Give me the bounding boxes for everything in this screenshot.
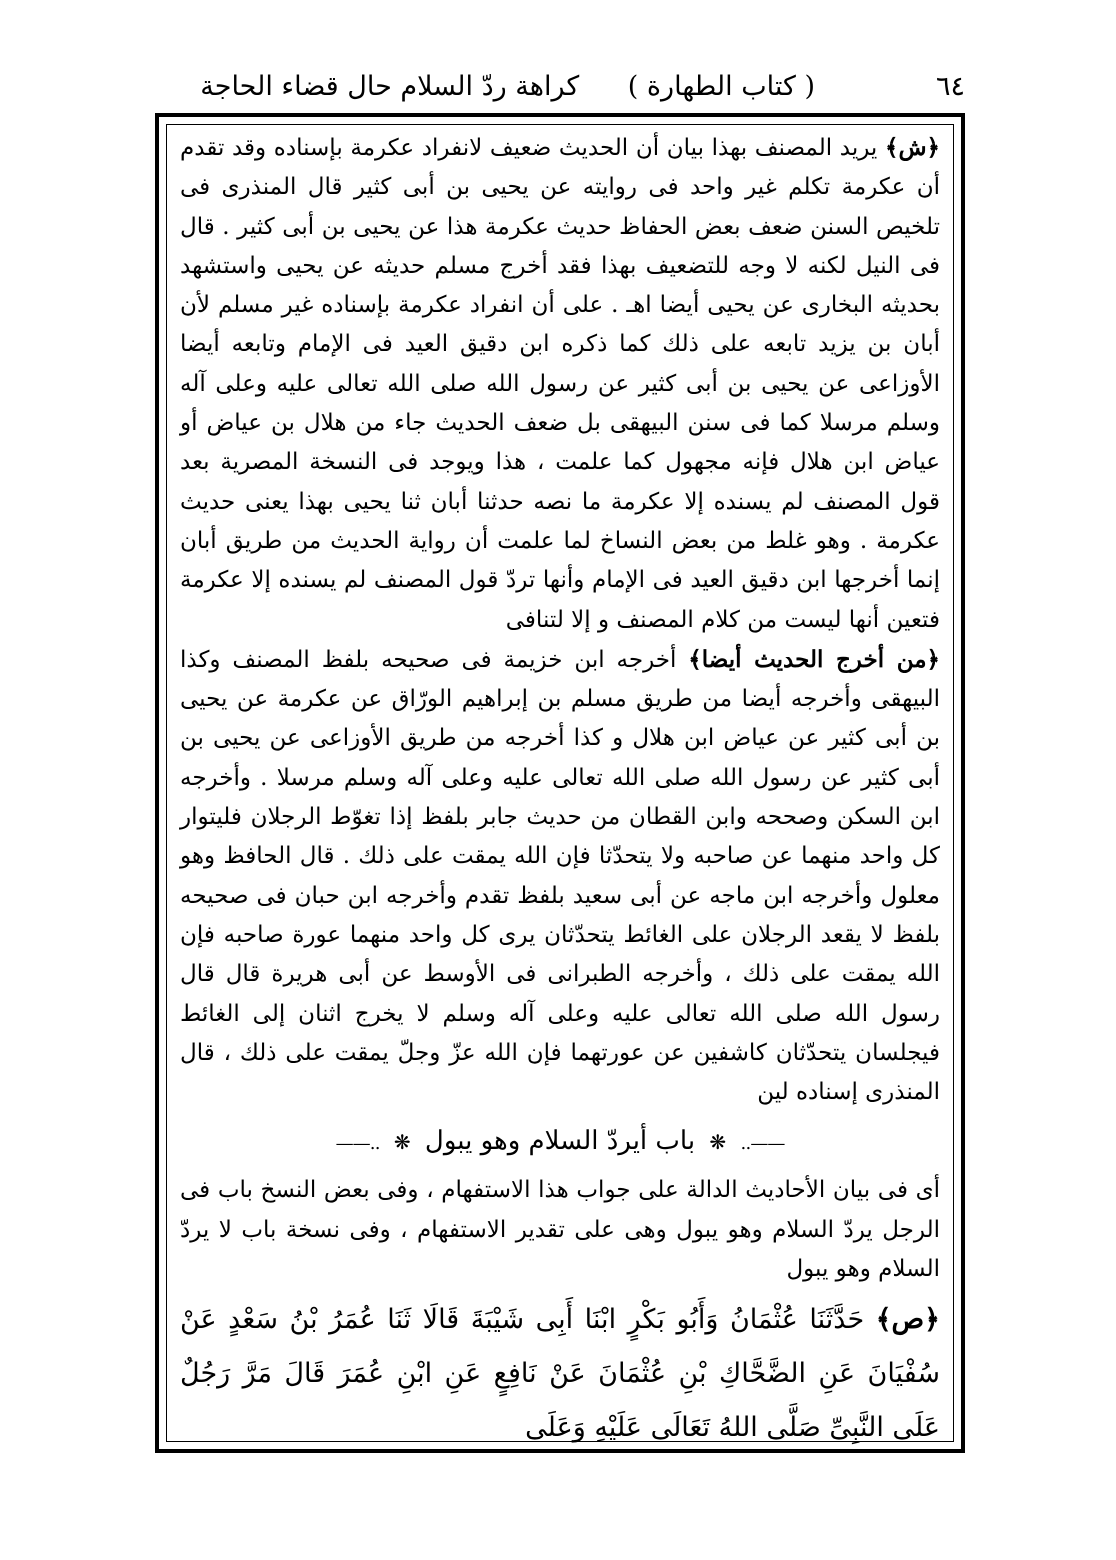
takhrij-text: أخرجه ابن خزيمة فى صحيحه بلفظ المصنف وكذا البيهقى وأخرجه أيضا من طريق مسلم بن إبراهيم الورّاق عن عكرمة عن يحيى بن أبى كثير عن عياض ابن هلال و كذا أخرجه من طريق الأوزاعى عن يحيى بن أبى كثير عن رسول الله صلى الله تعالى عليه وعلى آله وسلم مرسلا . وأخرجه ابن السكن وصححه وابن القطان من حديث جابر بلفظ إذا تغوّط الرجلان فليتوار كل واحد منهما عن صاحبه ولا يتحدّثا فإن الله يمقت على ذلك . قال الحافظ وهو معلول وأخرجه ابن ماجه عن أبى سعيد بلفظ تقدم وأخرجه ابن حبان فى صحيحه بلفظ لا يقعد الرجلان على الغائط يتحدّثان يرى كل واحد منهما عورة صاحبه فإن الله يمقت على ذلك ، وأخرجه الطبرانى فى الأوسط عن أبى هريرة قال قال رسول الله صلى الله تعالى عليه وعلى آله وسلم لا يخرج اثنان إلى الغائط فيجلسان يتحدّثان كاشفين عن عورتهما فإن الله عزّ وجلّ يمقت على ذلك ، قال المنذرى إسناده لين <box>180 646 940 1106</box>
chapter-topic: كراهة ردّ السلام حال قضاء الحاجة <box>200 71 580 102</box>
hadith-text: حَدَّثَنَا عُثْمَانُ وَأَبُو بَكْرٍ ابْنَا أَبِى شَيْبَةَ قَالَا ثَنَا عُمَرُ بْنُ سَعْدٍ عَنْ سُفْيَانَ عَنِ الضَّحَّاكِ بْنِ عُثْمَانَ عَنْ نَافِعٍ عَنِ ابْنِ عُمَرَ قَالَ مَرَّ رَجُلٌ عَلَى النَّبِىِّ صَلَّى اللهُ تَعَالَى عَلَيْهِ وَعَلَى <box>180 1304 940 1444</box>
heading-rule-left: ․․—— <box>335 1133 380 1155</box>
running-title <box>200 62 815 112</box>
chapter-heading <box>180 1120 940 1165</box>
heading-rule-right: ——․․ <box>740 1133 785 1155</box>
hadith-paragraph <box>180 1293 940 1455</box>
chapter-explanation: أى فى بيان الأحاديث الدالة على جواب هذا الاستفهام ، وفى بعض النسخ باب فى الرجل يردّ السلام وهو يبول وهى على تقدير الاستفهام ، وفى نسخة باب لا يردّ السلام وهو يبول <box>180 1177 940 1283</box>
commentary-marker: ﴿ش﴾ <box>884 134 940 161</box>
page-header <box>165 62 965 112</box>
ornament-right-icon: ❋ <box>709 1130 727 1155</box>
takhrij-marker: ﴿من أخرج الحديث أيضا﴾ <box>688 645 941 673</box>
hadith-marker: ﴿ص﴾ <box>875 1304 940 1336</box>
commentary-text: يريد المصنف بهذا بيان أن الحديث ضعيف لانفراد عكرمة بإسناده وقد تقدم أن عكرمة تكلم غير واحد فى روايته عن يحيى بن أبى كثير قال المنذرى فى تلخيص السنن ضعف بعض الحفاظ حديث عكرمة هذا عن يحيى بن أبى كثير . قال فى النيل لكنه لا وجه للتضعيف بهذا فقد أخرج مسلم حديثه عن يحيى واستشهد بحديثه البخارى عن يحيى أيضا اهـ . على أن انفراد عكرمة بإسناده غير مسلم لأن أبان بن يزيد تابعه على ذلك كما ذكره ابن دقيق العيد فى الإمام وتابعه أيضا الأوزاعى عن يحيى بن أبى كثير عن رسول الله صلى الله تعالى عليه وعلى آله وسلم مرسلا كما فى سنن البيهقى بل ضعف الحديث جاء من هلال بن عياض أو عياض ابن هلال فإنه مجهول كما علمت ، هذا ويوجد فى النسخة المصرية بعد قول المصنف لم يسنده إلا عكرمة ما نصه حدثنا أبان ثنا يحيى بهذا يعنى حديث عكرمة . وهو غلط من بعض النساخ لما علمت أن رواية الحديث من طريق أبان إنما أخرجها ابن دقيق العيد فى الإمام وأنها تردّ قول المصنف لم يسنده إلا عكرمة فتعين أنها ليست من كلام المصنف و إلا لتنافى <box>180 135 940 633</box>
page-number: ٦٤ <box>935 71 965 102</box>
page-content <box>180 128 940 1455</box>
takhrij-paragraph <box>180 640 940 1113</box>
book-title: ( كتاب الطهارة ) <box>627 71 815 102</box>
ornament-left-icon: ❋ <box>393 1130 411 1155</box>
commentary-paragraph <box>180 128 940 640</box>
chapter-heading-text: باب أيردّ السلام وهو يبول <box>424 1126 696 1157</box>
